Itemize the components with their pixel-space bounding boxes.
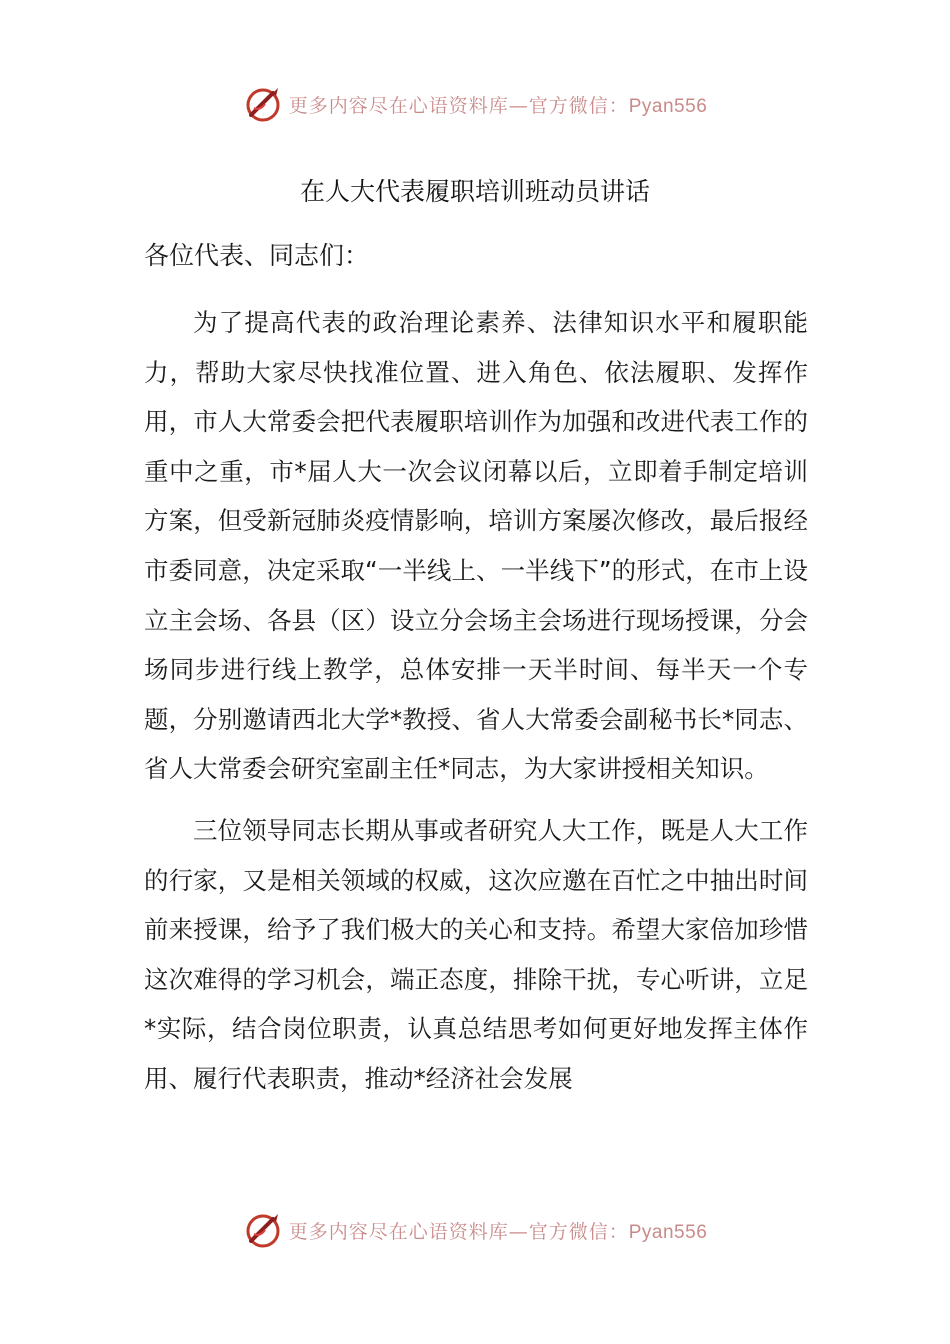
paragraph: 为了提高代表的政治理论素养、法律知识水平和履职能力，帮助大家尽快找准位置、进入角色、依法履职、发挥作用，市人大常委会把代表履职培训作为加强和改进代表工作的重中之重，市*届人大一次会议闭幕以后，立即着手制定培训方案，但受新冠肺炎疫情影响，培训方案屡次修改，最后报经市委同意，决定采取“一半线上、一半线下”的形式，在市上设立主会场、各县（区）设立分会场主会场进行现场授课，分会场同步进行线上教学，总体安排一天半时间、每半天一个专题，分别邀请西北大学*教授、省人大常委会副秘书长*同志、省人大常委会研究室副主任*同志，为大家讲授相关知识。 (144, 308, 808, 784)
page-title: 在人大代表履职培训班动员讲话 (299, 177, 650, 206)
wechat-id: Pyan556 (628, 95, 708, 117)
watermark-text: 更多内容尽在心语资料库—官方微信：Pyan556 (288, 1220, 708, 1243)
footer-watermark (0, 1208, 950, 1252)
document-body (144, 236, 808, 1116)
wechat-id: Pyan556 (628, 1221, 708, 1243)
fountain-pen-logo-icon (243, 1210, 283, 1250)
watermark-text: 更多内容尽在心语资料库—官方微信：Pyan556 (288, 94, 708, 117)
fountain-pen-logo-icon (243, 84, 283, 124)
header-watermark (0, 82, 950, 126)
salutation: 各位代表、同志们： (144, 241, 370, 270)
paragraph: 三位领导同志长期从事或者研究人大工作，既是人大工作的行家，又是相关领域的权威，这次应邀在百忙之中抽出时间前来授课，给予了我们极大的关心和支持。希望大家倍加珍惜这次难得的学习机会，端正态度，排除干扰，专心听讲，立足*实际，结合岗位职责，认真总结思考如何更好地发挥主体作用、履行代表职责，推动*经济社会发展 (144, 815, 808, 1093)
